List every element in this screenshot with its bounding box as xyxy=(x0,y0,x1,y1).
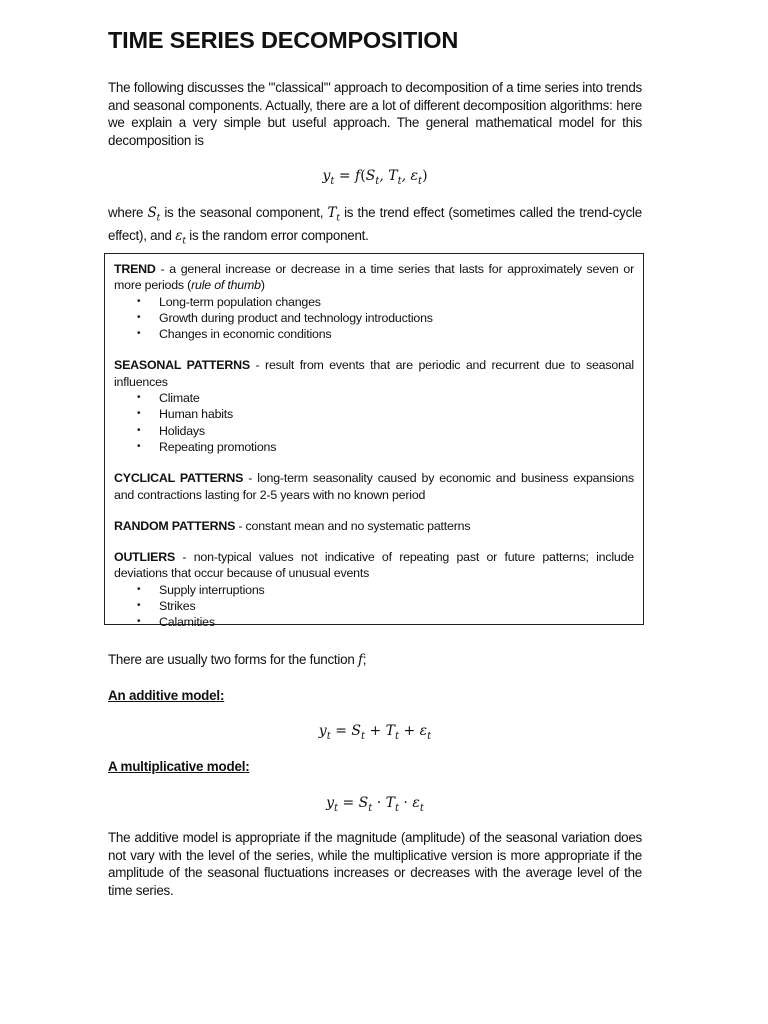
list-item: • Calamities xyxy=(114,614,634,630)
list-item: • Human habits xyxy=(114,406,634,422)
where-paragraph: where $S_t$ is the seasonal component, $T_t$ is the trend effect (sometimes called the trend-cycle effect), and $\varepsilon_t$ is the random error component. xyxy=(108,205,642,247)
additive-model-heading: An additive model: xyxy=(108,688,225,703)
intro-paragraph: The following discusses the "'classical'" approach to decomposition of a time series into trends and seasonal components. Actually, there are a lot of different decomposition algorithms: here we explain a very simple but useful approach. The general mathematical model for this decomposition is xyxy=(108,80,642,148)
seasonal-definition: SEASONAL PATTERNS - result from events that are periodic and recurrent due to seasonal influences xyxy=(114,358,634,389)
cyclical-definition: CYCLICAL PATTERNS - long-term seasonality caused by economic and business expansions and contractions lasting for 2-5 years with no known period xyxy=(114,471,634,502)
forms-paragraph: There are usually two forms for the function f; xyxy=(108,652,367,668)
list-item: • Holidays xyxy=(114,423,634,439)
definitions-box xyxy=(104,253,644,630)
list-item: • Repeating promotions xyxy=(114,439,634,455)
additive-equation: $y_t = S_t + T_t + \varepsilon_t$ xyxy=(318,723,432,742)
list-item: • Climate xyxy=(114,390,634,406)
general-equation: $y_t = f(S_t$, $T_t$, $\varepsilon_t$) xyxy=(322,168,428,187)
outliers-definition: OUTLIERS - non-typical values not indicative of repeating past or future patterns; include deviations that occur because of unusual events xyxy=(114,550,634,581)
seasonal-list xyxy=(114,390,634,455)
multiplicative-equation: $y_t = S_t \cdot T_t \cdot \varepsilon_t$ xyxy=(326,795,424,814)
list-item: • Strikes xyxy=(114,598,634,614)
multiplicative-model-heading: A multiplicative model: xyxy=(108,759,250,774)
list-item: • Long-term population changes xyxy=(114,294,634,310)
list-item: • Changes in economic conditions xyxy=(114,326,634,342)
trend-definition: TREND - a general increase or decrease in a time series that lasts for approximately seven or more periods (rule of thumb) xyxy=(114,262,634,293)
random-definition: RANDOM PATTERNS - constant mean and no systematic patterns xyxy=(114,518,471,533)
page-title: TIME SERIES DECOMPOSITION xyxy=(108,27,459,53)
trend-list xyxy=(114,294,634,343)
list-item: • Supply interruptions xyxy=(114,582,634,598)
list-item: • Growth during product and technology introductions xyxy=(114,310,634,326)
outliers-list xyxy=(114,582,634,631)
conclusion-paragraph: The additive model is appropriate if the magnitude (amplitude) of the seasonal variation does not vary with the level of the series, while the multiplicative version is more appropriate if the amplitude of the seasonal fluctuations increases or decreases with the average level of the time series. xyxy=(108,830,642,898)
